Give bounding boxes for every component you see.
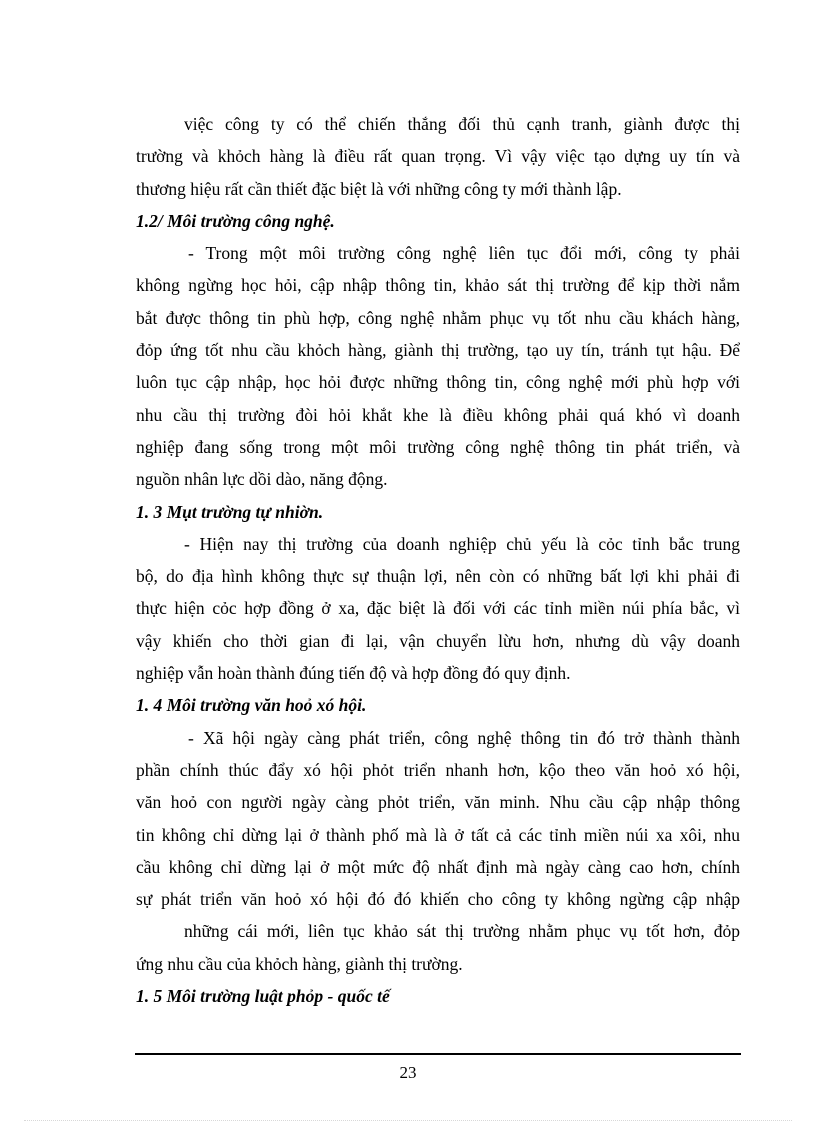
paragraph-line: - Trong một môi trường công nghệ liên tục đổi mới, công ty phải [188, 243, 740, 264]
page-number: 23 [399, 1063, 417, 1082]
paragraph-line: việc công ty có thể chiến thắng đối thủ cạnh tranh, giành được thị [184, 114, 740, 134]
paragraph-line: phần chính thúc đẩy xó hội phỏt triển nhanh hơn, kộo theo văn hoỏ xó hội, [136, 759, 740, 780]
paragraph-line: những cái mới, liên tục khảo sát thị trường nhằm phục vụ tốt hơn, đỏp [184, 921, 740, 942]
paragraph-line: vậy khiến cho thời gian đi lại, vận chuyển lừu hơn, nhưng dù vậy doanh [136, 630, 740, 651]
paragraph-line: bắt được thông tin phù hợp, công nghệ nhằm phục vụ tốt nhu cầu khách hàng, [136, 307, 740, 328]
page-body [136, 108, 740, 1012]
section-heading-1-4: 1. 4 Môi trường văn hoỏ xó hội. [136, 695, 367, 716]
paragraph-line: nhu cầu thị trường đòi hỏi khắt khe là điều không phải quá khó vì doanh [136, 404, 740, 425]
paragraph-line: nghiệp vẫn hoàn thành đúng tiến độ và hợp đồng đó quy định. [136, 663, 571, 684]
paragraph-line: luôn tục cập nhập, học hỏi được những thông tin, công nghệ mới phù hợp với [136, 372, 740, 393]
paragraph-line: thực hiện cỏc hợp đồng ở xa, đặc biệt là đối với các tỉnh miền núi phía bắc, vì [136, 598, 740, 619]
paragraph-line: - Xã hội ngày càng phát triển, công nghệ thông tin đó trở thành thành [188, 727, 740, 748]
paragraph-line: cầu không chỉ dừng lại ở một mức độ nhất định mà ngày càng cao hơn, chính [136, 856, 740, 877]
section-heading-1-5: 1. 5 Môi trường luật phỏp - quốc tế [136, 986, 390, 1007]
paragraph-line: bộ, do địa hình không thực sự thuận lợi, nên còn có những bất lợi khi phải đi [136, 566, 740, 587]
paragraph-line: văn hoỏ con người ngày càng phỏt triển, văn minh. Nhu cầu cập nhập thông [136, 792, 740, 813]
paragraph-line: nguồn nhân lực dồi dào, năng động. [136, 469, 388, 490]
section-heading-1-2: 1.2/ Môi trường công nghệ. [136, 210, 335, 231]
paragraph-line: ứng nhu cầu của khỏch hàng, giành thị trường. [136, 953, 463, 974]
paragraph-line: không ngừng học hỏi, cập nhập thông tin, khảo sát thị trường để kịp thời nắm [136, 275, 740, 296]
paragraph-line: trường và khỏch hàng là điều rất quan trọng. Vì vậy việc tạo dựng uy tín và [136, 146, 740, 167]
paragraph-line: - Hiện nay thị trường của doanh nghiệp chủ yếu là cỏc tỉnh bắc trung [184, 533, 740, 554]
paragraph-line: thương hiệu rất cần thiết đặc biệt là với những công ty mới thành lập. [136, 178, 622, 199]
footer-divider [135, 1053, 741, 1055]
paragraph-line: sự phát triển văn hoỏ xó hội đó đó khiến cho công ty không ngừng cập nhập [136, 889, 740, 910]
section-heading-1-3: 1. 3 Mụt trường tự nhiờn. [136, 501, 324, 522]
page-edge-divider [24, 1120, 792, 1121]
paragraph-line: đỏp ứng tốt nhu cầu khỏch hàng, giành thị trường, tạo uy tín, tránh tụt hậu. Để [136, 340, 740, 361]
paragraph-line: nghiệp đang sống trong một môi trường công nghệ thông tin phát triển, và [136, 436, 740, 457]
paragraph-line: tin không chỉ dừng lại ở thành phố mà là ở tất cả các tỉnh miền núi xa xôi, nhu [136, 824, 740, 845]
